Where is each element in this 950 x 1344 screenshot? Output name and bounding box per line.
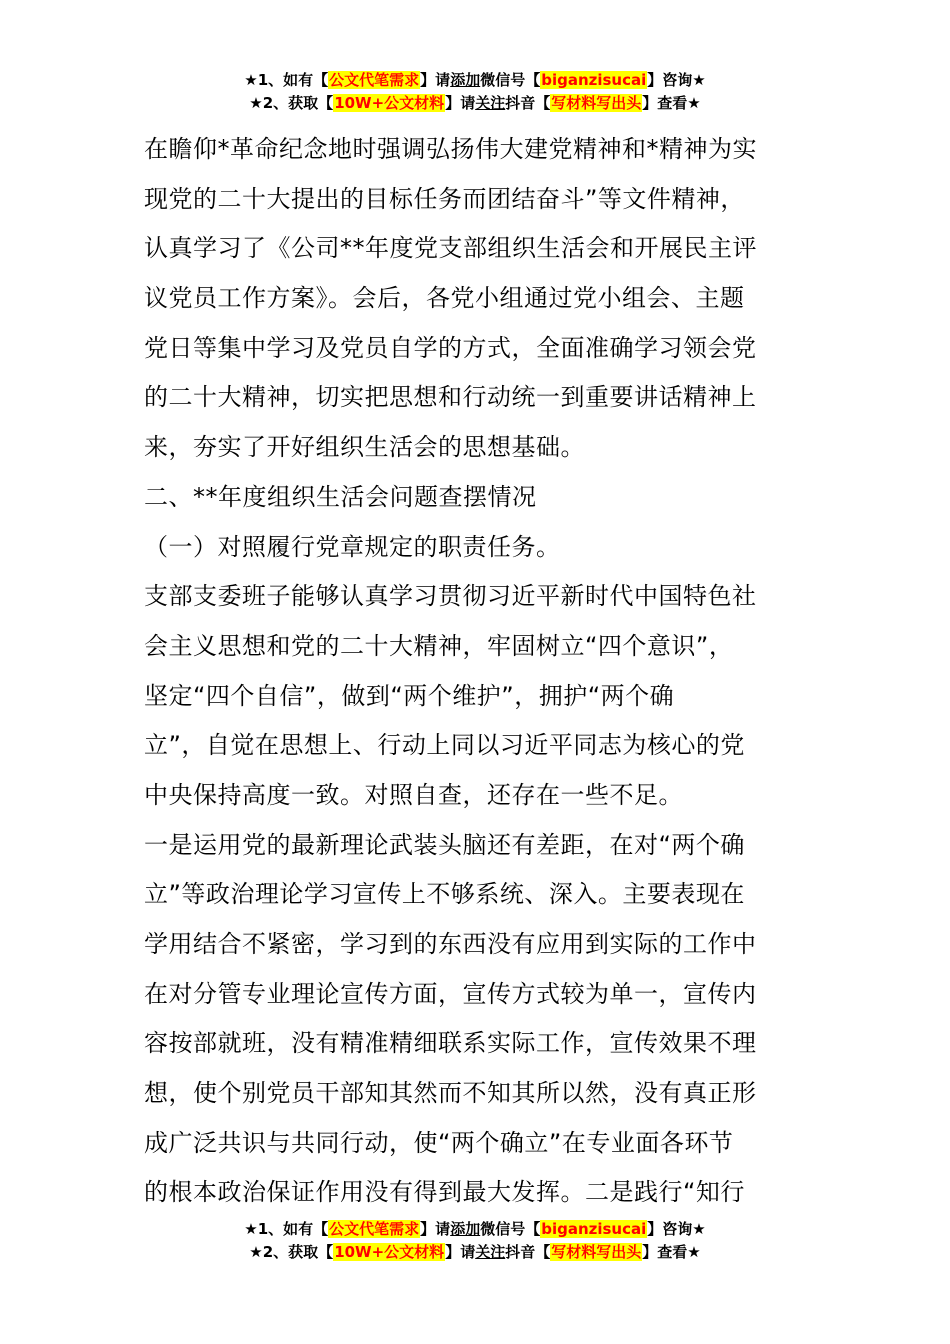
body-line: 议党员工作方案》。会后，各党小组通过党小组会、主题	[144, 284, 745, 313]
body-line: 立”等政治理论学习宣传上不够系统、深入。主要表现在	[144, 880, 745, 909]
document-body	[144, 125, 812, 1218]
subsection-heading: （一）对照履行党章规定的职责任务。	[144, 532, 561, 561]
body-line: 想，使个别党员干部知其然而不知其所以然，没有真正形	[144, 1079, 757, 1108]
body-line: 支部支委班子能够认真学习贯彻习近平新时代中国特色社	[144, 582, 757, 611]
body-line: 学用结合不紧密，学习到的东西没有应用到实际的工作中	[144, 930, 757, 958]
body-line: 党日等集中学习及党员自学的方式，全面准确学习领会党	[144, 333, 757, 362]
highlight-douyin-account: 写材料写出头	[551, 94, 642, 112]
highlight-douyin-account: 写材料写出头	[551, 1243, 642, 1261]
highlight-ghostwriting: 公文代笔需求	[329, 71, 420, 89]
highlight-wechat-id: biganzisucai	[541, 71, 647, 89]
highlight-materials: 10W+公文材料	[334, 94, 445, 112]
highlight-materials: 10W+公文材料	[334, 1243, 445, 1261]
body-line: 认真学习了《公司**年度党支部组织生活会和开展民主评	[144, 234, 757, 263]
banner-line-2: ★2、获取【10W+公文材料】请关注抖音【写材料写出头】查看★	[249, 1243, 701, 1261]
banner-line-2: ★2、获取【10W+公文材料】请关注抖音【写材料写出头】查看★	[249, 94, 701, 112]
body-line: 在对分管专业理论宣传方面，宣传方式较为单一，宣传内	[144, 979, 757, 1008]
body-line: 容按部就班，没有精准精细联系实际工作，宣传效果不理	[144, 1029, 757, 1058]
body-line: 成广泛共识与共同行动，使“两个确立”在专业面各环节	[144, 1128, 734, 1157]
body-line: 一是运用党的最新理论武装头脑还有差距，在对“两个确	[144, 830, 745, 859]
body-line: 来，夯实了开好组织生活会的思想基础。	[144, 433, 585, 462]
highlight-wechat-id: biganzisucai	[541, 1220, 647, 1238]
body-line: 坚定“四个自信”，做到“两个维护”，拥护“两个确	[144, 681, 675, 710]
header-banner	[0, 69, 950, 115]
footer-banner	[0, 1218, 950, 1264]
body-line: 会主义思想和党的二十大精神，牢固树立“四个意识”，	[144, 631, 734, 660]
highlight-ghostwriting: 公文代笔需求	[329, 1220, 420, 1238]
body-line: 在瞻仰*革命纪念地时强调弘扬伟大建党精神和*精神为实	[144, 135, 757, 163]
banner-line-1: ★1、如有【公文代笔需求】请添加微信号【biganzisucai】咨询★	[244, 71, 706, 89]
body-line: 立”，自觉在思想上、行动上同以习近平同志为核心的党	[144, 731, 745, 760]
body-line: 的根本政治保证作用没有得到最大发挥。二是践行“知行	[144, 1178, 745, 1207]
body-line: 现党的二十大提出的目标任务而团结奋斗”等文件精神，	[144, 184, 745, 213]
body-line: 的二十大精神，切实把思想和行动统一到重要讲话精神上	[144, 383, 757, 412]
banner-line-1: ★1、如有【公文代笔需求】请添加微信号【biganzisucai】咨询★	[244, 1220, 706, 1238]
section-heading: 二、**年度组织生活会问题查摆情况	[144, 482, 537, 511]
body-line: 中央保持高度一致。对照自查，还存在一些不足。	[144, 780, 683, 809]
